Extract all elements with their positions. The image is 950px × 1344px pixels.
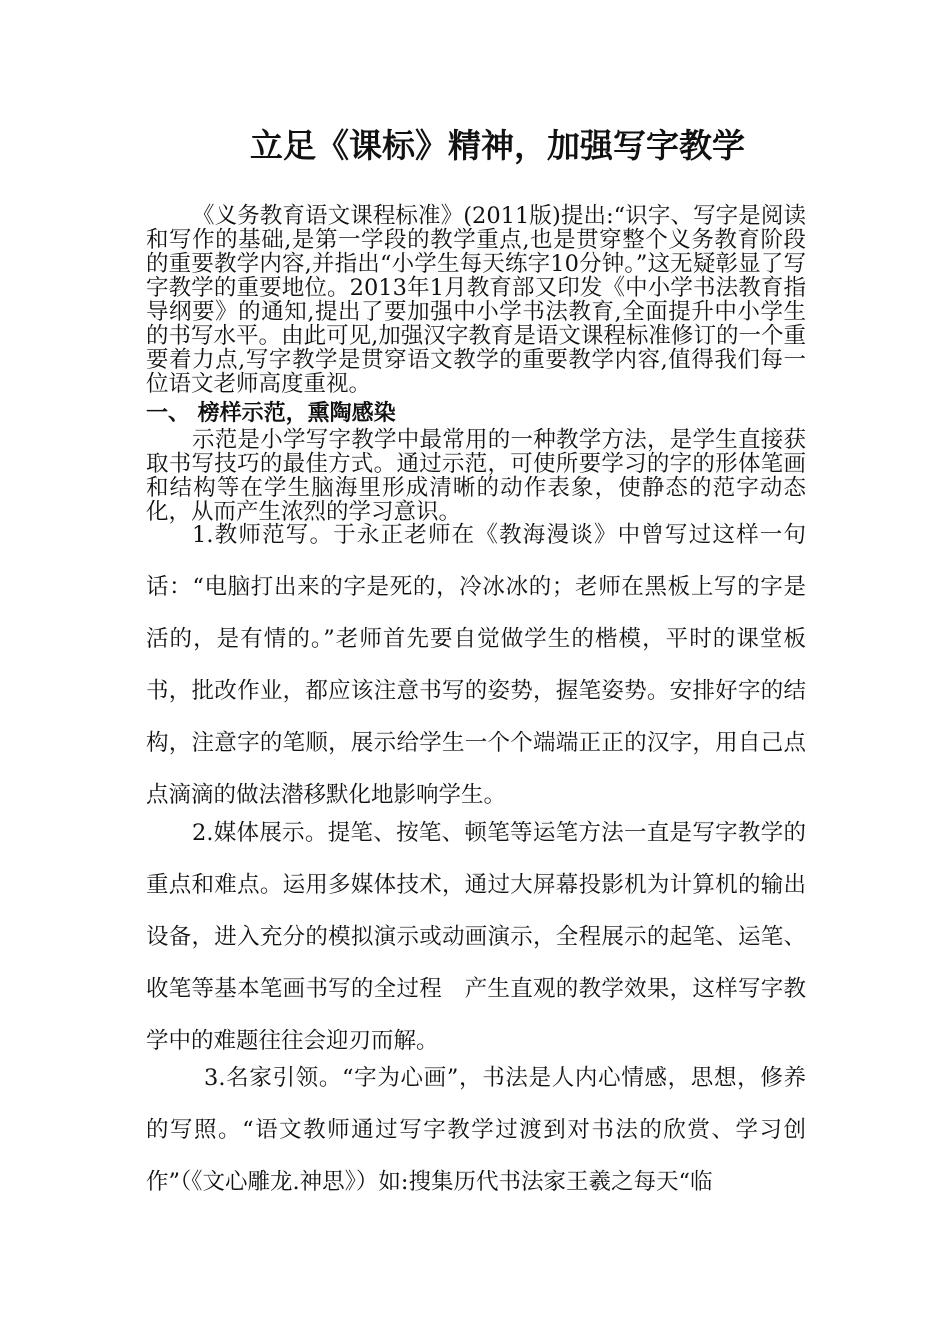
section-heading: 一、 榜样示范，熏陶感染 <box>146 401 396 426</box>
item-teacher-demonstration: 1.教师范写。于永正老师在《教海漫谈》中曾写过这样一句话：“电脑打出来的字是死的，冷冰冰的；老师在黑板上写的字是活的，是有情的。”老师首先要自觉做学生的楷模，平时的课堂板书，批改作业，都应该注意书写的姿势，握笔姿势。安排好字的结构，注意字的笔顺，展示给学生一个个端端正正的汉字，用自己点点滴滴的做法潜移默化地影响学生。 <box>146 522 806 808</box>
item-master-guidance: 3.名家引领。“字为心画”，书法是人内心情感，思想，修养的写照。“语文教师通过写字教学过渡到对书法的欣赏、学习创作”（《文心雕龙.神思》）如:搜集历代书法家王羲之每天“临 <box>146 1065 806 1195</box>
section-intro-paragraph: 示范是小学写字教学中最常用的一种教学方法，是学生直接获取书写技巧的最佳方式。通过示范，可使所要学习的字的形体笔画和结构等在学生脑海里形成清晰的动作表象，使静态的范字动态化，从而产生浓烈的学习意识。 <box>146 427 806 525</box>
intro-paragraph: 《义务教育语文课程标准》(2011版)提出:“识字、写字是阅读和写作的基础,是第一学段的教学重点,也是贯穿整个义务教育阶段的重要教学内容,并指出“小学生每天练字10分钟。”这无疑彰显了写字教学的重要地位。2013年1月教育部又印发《中小学书法教育指导纲要》的通知,提出了要加强中小学书法教育,全面提升中小学生的书写水平。由此可见,加强汉字教育是语文课程标准修订的一个重要着力点,写字教学是贯穿语文教学的重要教学内容,值得我们每一位语文老师高度重视。 <box>146 203 806 397</box>
page-title: 立足《课标》精神，加强写字教学 <box>250 126 745 165</box>
item-media-display: 2.媒体展示。提笔、按笔、顿笔等运笔方法一直是写字教学的重点和难点。运用多媒体技术，通过大屏幕投影机为计算机的输出设备，进入充分的模拟演示或动画演示，全程展示的起笔、运笔、收笔等基本笔画书写的全过程 产生直观的教学效果，这样写字教学中的难题往往会迎刃而解。 <box>146 820 806 1054</box>
